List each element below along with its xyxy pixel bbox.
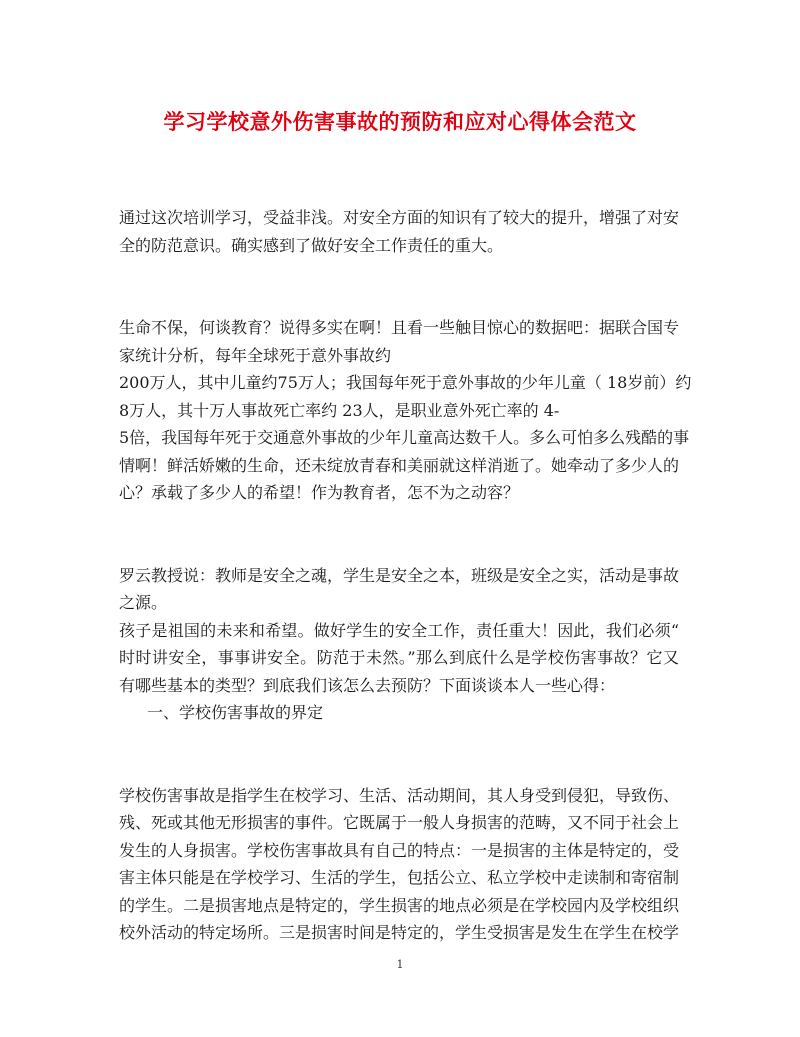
text-line: 发生的人身损害。学校伤害事故具有自己的特点：一是损害的主体是特定的，受 (119, 840, 680, 860)
text-line: 有哪些基本的类型？到底我们该怎么去预防？下面谈谈本人一些心得： (119, 675, 616, 695)
text-line: 之源。 (119, 593, 168, 612)
text-line: 200万人，其中儿童约75万人；我国每年死于意外事故的少年儿童（ 18岁前）约 (119, 373, 692, 392)
text-line: 全的防范意识。确实感到了做好安全工作责任的重大。 (119, 235, 504, 255)
text-line: 家统计分析，每年全球死于意外事故约 (119, 345, 392, 365)
text-line: 残、死或其他无形损害的事件。它既属于一般人身损害的范畴，又不同于社会上 (119, 813, 680, 832)
text-line: 的学生。二是损害地点是特定的，学生损害的地点必须是在学校园内及学校组织 (119, 895, 680, 915)
paragraph-2 (119, 314, 692, 507)
text-line: 5倍，我国每年死于交通意外事故的少年儿童高达数千人。多么可怕多么残酷的事 (119, 428, 690, 447)
paragraph-3 (119, 562, 679, 727)
text-line: 学校伤害事故是指学生在校学习、生活、活动期间，其人身受到侵犯，导致伤、 (119, 785, 680, 805)
text-line: 时时讲安全，事事讲安全。防范于未然。”那么到底什么是学校伤害事故？它又 (119, 648, 679, 667)
paragraph-4 (119, 782, 679, 947)
text-line: 生命不保，何谈教育？说得多实在啊！且看一些触目惊心的数据吧：据联合国专 (119, 318, 680, 337)
section-heading: 一、学校伤害事故的界定 (147, 703, 324, 722)
text-line: 8万人，其十万人事故死亡率约 23人，是职业意外死亡率的 4- (119, 400, 560, 420)
page-number: 1 (396, 958, 404, 971)
text-line: 害主体只能是在学校学习、生活的学生，包括公立、私立学校中走读制和寄宿制 (119, 868, 680, 887)
paragraph-1 (119, 204, 679, 259)
document-body (119, 204, 692, 947)
text-line: 孩子是祖国的未来和希望。做好学生的安全工作，责任重大！因此，我们必须“ (119, 620, 679, 640)
text-line: 罗云教授说：教师是安全之魂，学生是安全之本，班级是安全之实，活动是事故 (119, 565, 680, 585)
paragraph-gap (119, 727, 679, 782)
paragraph-gap (119, 507, 679, 562)
text-line: 情啊！鲜活娇嫩的生命，还未绽放青春和美丽就这样消逝了。她牵动了多少人的 (119, 455, 680, 475)
paragraph-gap (119, 259, 679, 314)
document-title: 学习学校意外伤害事故的预防和应对心得体会范文 (163, 109, 637, 134)
text-line: 通过这次培训学习，受益非浅。对安全方面的知识有了较大的提升，增强了对安 (119, 208, 680, 227)
text-line: 心？承载了多少人的希望！作为教育者，怎不为之动容？ (119, 483, 520, 502)
text-line: 校外活动的特定场所。三是损害时间是特定的，学生受损害是发生在学生在校学 (119, 923, 680, 942)
